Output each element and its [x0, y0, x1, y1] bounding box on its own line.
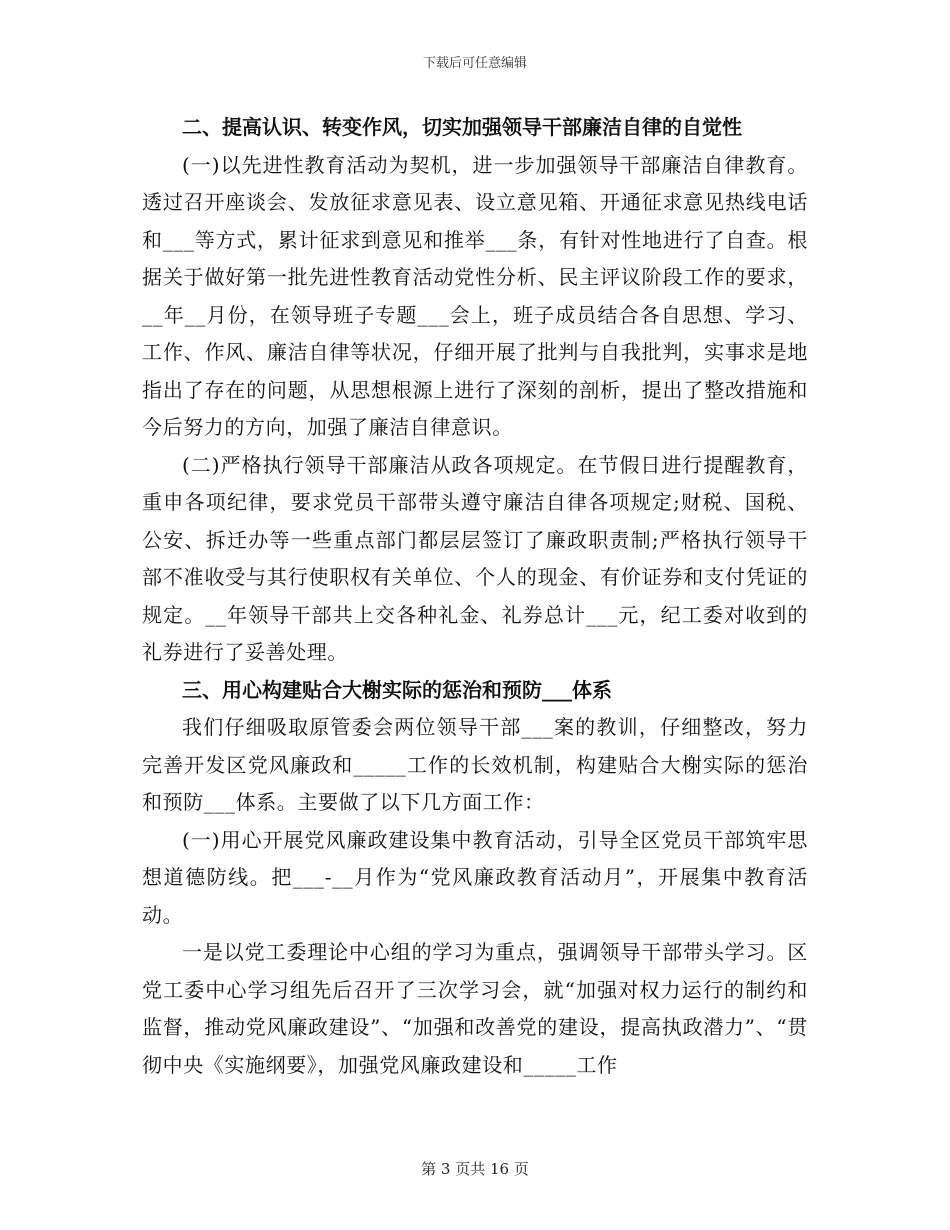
section-heading-2: 二、提高认识、转变作风，切实加强领导干部廉洁自律的自觉性: [182, 115, 742, 139]
paragraph-3-2: (一)用心开展党风廉政建设集中教育活动，引导全区党员干部筑牢思想道德防线。把___-__月作为“党风廉政教育活动月”，开展集中教育活动。: [142, 827, 808, 927]
page-header: 下载后可任意编辑: [422, 56, 527, 71]
paragraph-3-3: 一是以党工委理论中心组的学习为重点，强调领导干部带头学习。区党工委中心学习组先后召开了三次学习会，就“加强对权力运行的制约和监督，推动党风廉政建设”、“加强和改善党的建设，提高执政潜力”、“贯彻中央《实施纲要》，加强党风廉政建设和_____工作: [142, 940, 808, 1077]
paragraph-3-1: 我们仔细吸取原管委会两位领导干部___案的教训，仔细整改，努力完善开发区党风廉政和_____工作的长效机制，构建贴合大榭实际的惩治和预防___体系。主要做了以下几方面工作：: [142, 715, 808, 814]
paragraph-2-2: (二)严格执行领导干部廉洁从政各项规定。在节假日进行提醒教育，重申各项纪律，要求党员干部带头遵守廉洁自律各项规定;财税、国税、公安、拆迁办等一些重点部门都层层签订了廉政职责制;严格执行领导干部不准收受与其行使职权有关单位、个人的现金、有价证券和支付凭证的规定。__年领导干部共上交各种礼金、礼券总计___元，纪工委对收到的礼券进行了妥善处理。: [142, 452, 808, 664]
section-heading-3: 三、用心构建贴合大榭实际的惩治和预防___体系: [182, 677, 612, 702]
document-body: [142, 109, 808, 1084]
paragraph-2-1: (一)以先进性教育活动为契机，进一步加强领导干部廉洁自律教育。透过召开座谈会、发放征求意见表、设立意见箱、开通征求意见热线电话和___等方式，累计征求到意见和推举___条，有针对性地进行了自查。根据关于做好第一批先进性教育活动党性分析、民主评议阶段工作的要求，__年__月份，在领导班子专题___会上，班子成员结合各自思想、学习、工作、作风、廉洁自律等状况，仔细开展了批判与自我批判，实事求是地指出了存在的问题，从思想根源上进行了深刻的剖析，提出了整改措施和今后努力的方向，加强了廉洁自律意识。: [142, 152, 808, 439]
page-footer: 第 3 页共 16 页: [421, 1160, 529, 1178]
